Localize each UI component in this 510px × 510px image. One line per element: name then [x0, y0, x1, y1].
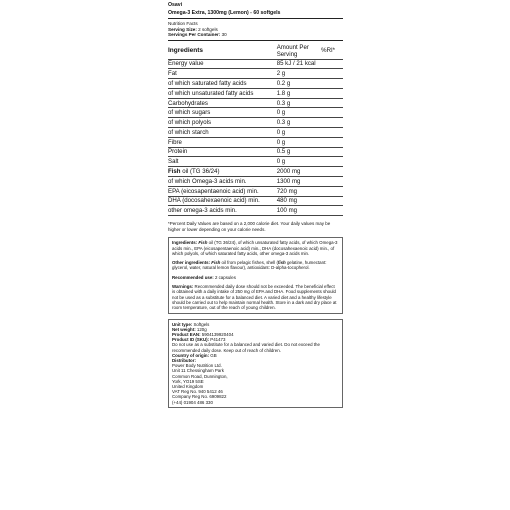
nutrient-ri: [321, 108, 343, 118]
disclaimer: Do not use as a substitute for a balanced and varied diet. Do not exceed the recommended daily dose. Keep out of reach of children.: [172, 342, 320, 353]
nutrient-name: Protein: [168, 147, 277, 157]
nutrient-ri: [321, 147, 343, 157]
nutrient-ri: [321, 157, 343, 167]
nutrient-amount: 0.3 g: [277, 98, 321, 108]
column-header-amount: Amount Per Serving: [277, 43, 321, 59]
nutrient-name: of which sugars: [168, 108, 277, 118]
distributor-label: Distributor:: [172, 357, 196, 363]
nutrient-ri: [321, 88, 343, 98]
distributor-address: [172, 363, 339, 405]
nutrient-amount: 0.5 g: [277, 147, 321, 157]
nutrient-ri: [321, 79, 343, 89]
table-row: [168, 69, 343, 79]
divider: [168, 18, 343, 19]
table-row: [168, 128, 343, 138]
product-ean: Product EAN: 5904139920404: [172, 331, 234, 337]
section-title: Nutrition Facts: [168, 21, 198, 26]
nutrient-ri: [321, 128, 343, 138]
warnings-text: Warnings: Recommended daily dose should not be exceeded. The beneficial effect is obtained with a daily intake of 250 mg of EPA and DHA. Food supplements should not be used as a substitute for a balanced diet. A varied diet and a healthy lifestyle should be carried out to help maintain normal health. Store in a dark and dry place at room temperature, out of the reach of young children.: [172, 284, 337, 311]
table-row: [168, 88, 343, 98]
nutrient-name: DHA (docosahexaenoic acid) min.: [168, 196, 277, 206]
table-row: [168, 196, 343, 206]
table-row: [168, 59, 343, 69]
table-row: [168, 137, 343, 147]
nutrient-name: of which unsaturated fatty acids: [168, 88, 277, 98]
distributor-line: VAT Reg No. 940 5412 46: [172, 389, 223, 395]
net-weight: Net weight: 120g: [172, 326, 207, 332]
nutrient-name: of which starch: [168, 128, 277, 138]
nutrient-name: Salt: [168, 157, 277, 167]
nutrient-amount: 1.8 g: [277, 88, 321, 98]
table-row: [168, 176, 343, 186]
brand-name: Osavi: [168, 2, 183, 8]
divider: [168, 40, 343, 41]
distributor-line: Unit 11 Chessingham Park: [172, 368, 224, 374]
nutrition-table: [168, 43, 343, 216]
nutrient-name: Carbohydrates: [168, 98, 277, 108]
nutrient-name: of which Omega-3 acids min.: [168, 176, 277, 186]
distributor-line: Company Reg No. 6909822: [172, 394, 227, 400]
nutrient-amount: 480 mg: [277, 196, 321, 206]
distributor-line: Common Road, Dunnington,: [172, 373, 228, 379]
nutrient-ri: [321, 167, 343, 177]
table-row: [168, 98, 343, 108]
nutrient-name: Fat: [168, 69, 277, 79]
product-title: Omega-3 Extra, 1300mg (Lemon) - 60 softgels: [168, 10, 281, 16]
nutrient-ri: [321, 206, 343, 216]
nutrient-ri: [321, 137, 343, 147]
other-ingredients-text: Other ingredients: Fish oil from pelagic fishes, shell (fish gelatine, humectant: glycerol, water, natural lemon flavour), antioxidant: D-alpha-tocopherol.: [172, 260, 327, 271]
nutrient-amount: 2 g: [277, 69, 321, 79]
nutrient-ri: [321, 59, 343, 69]
table-row: [168, 118, 343, 128]
unit-type: Unit type: Softgels: [172, 321, 210, 327]
nutrient-ri: [321, 118, 343, 128]
table-header: [168, 43, 343, 59]
nutrient-name: Fish oil (TG 36/24): [168, 167, 277, 177]
table-row: [168, 147, 343, 157]
nutrient-ri: [321, 196, 343, 206]
info-box: [168, 237, 343, 313]
nutrient-name: other omega-3 acids min.: [168, 206, 277, 216]
nutrient-amount: 0 g: [277, 137, 321, 147]
nutrient-name: of which saturated fatty acids: [168, 79, 277, 89]
distributor-line: United Kingdom: [172, 383, 204, 389]
nutrient-amount: 0 g: [277, 128, 321, 138]
nutrient-amount: 85 kJ / 21 kcal: [277, 59, 321, 69]
nutrient-ri: [321, 69, 343, 79]
nutrient-name: EPA (eicosapentaenoic acid) min.: [168, 186, 277, 196]
product-label: [168, 0, 343, 408]
product-sku: Product ID (SKU): P41473: [172, 337, 226, 343]
table-row: [168, 186, 343, 196]
nutrient-ri: [321, 98, 343, 108]
nutrient-name: Fibre: [168, 137, 277, 147]
nutrient-ri: [321, 186, 343, 196]
column-header-ingredients: Ingredients: [168, 43, 277, 59]
ingredients-text: Ingredients: Fish oil (TG 36/24), of which unsaturated fatty acids, of which Omega-3 acids min., EPA (eicosapentaenoic acid) min., DHA (docosahexaenoic acid) min., of which polyols, of which saturated fatty acids, other omega-3 acids min.: [172, 240, 338, 256]
distributor-line: (+44) 01904 486 330: [172, 399, 213, 405]
nutrient-amount: 2000 mg: [277, 167, 321, 177]
distributor-line: York, YO19 5SE: [172, 378, 204, 384]
table-row: [168, 206, 343, 216]
nutrient-amount: 100 mg: [277, 206, 321, 216]
table-row: [168, 167, 343, 177]
nutrient-amount: 0 g: [277, 157, 321, 167]
serving-size: Serving Size: 2 softgels: [168, 26, 218, 32]
table-row: [168, 157, 343, 167]
nutrient-amount: 720 mg: [277, 186, 321, 196]
table-row: [168, 108, 343, 118]
nutrient-amount: 0.3 g: [277, 118, 321, 128]
recommended-use-text: Recommended use: 2 capsules: [172, 274, 236, 280]
footnote: *Percent Daily Values are based on a 2,000 calorie diet. Your daily values may be higher or lower depending on your calorie needs.: [168, 221, 331, 232]
column-header-ri: %RI*: [321, 43, 343, 59]
nutrient-name: of which polyols: [168, 118, 277, 128]
table-row: [168, 79, 343, 89]
country-of-origin: Country of origin: GB: [172, 352, 217, 358]
distributor-line: Power Body Nutrition Ltd.: [172, 363, 222, 369]
nutrient-amount: 0.2 g: [277, 79, 321, 89]
nutrient-name: Energy value: [168, 59, 277, 69]
nutrient-amount: 0 g: [277, 108, 321, 118]
nutrient-ri: [321, 176, 343, 186]
servings-per-container: Servings Per Container: 30: [168, 32, 227, 38]
nutrient-amount: 1300 mg: [277, 176, 321, 186]
details-box: [168, 319, 343, 408]
